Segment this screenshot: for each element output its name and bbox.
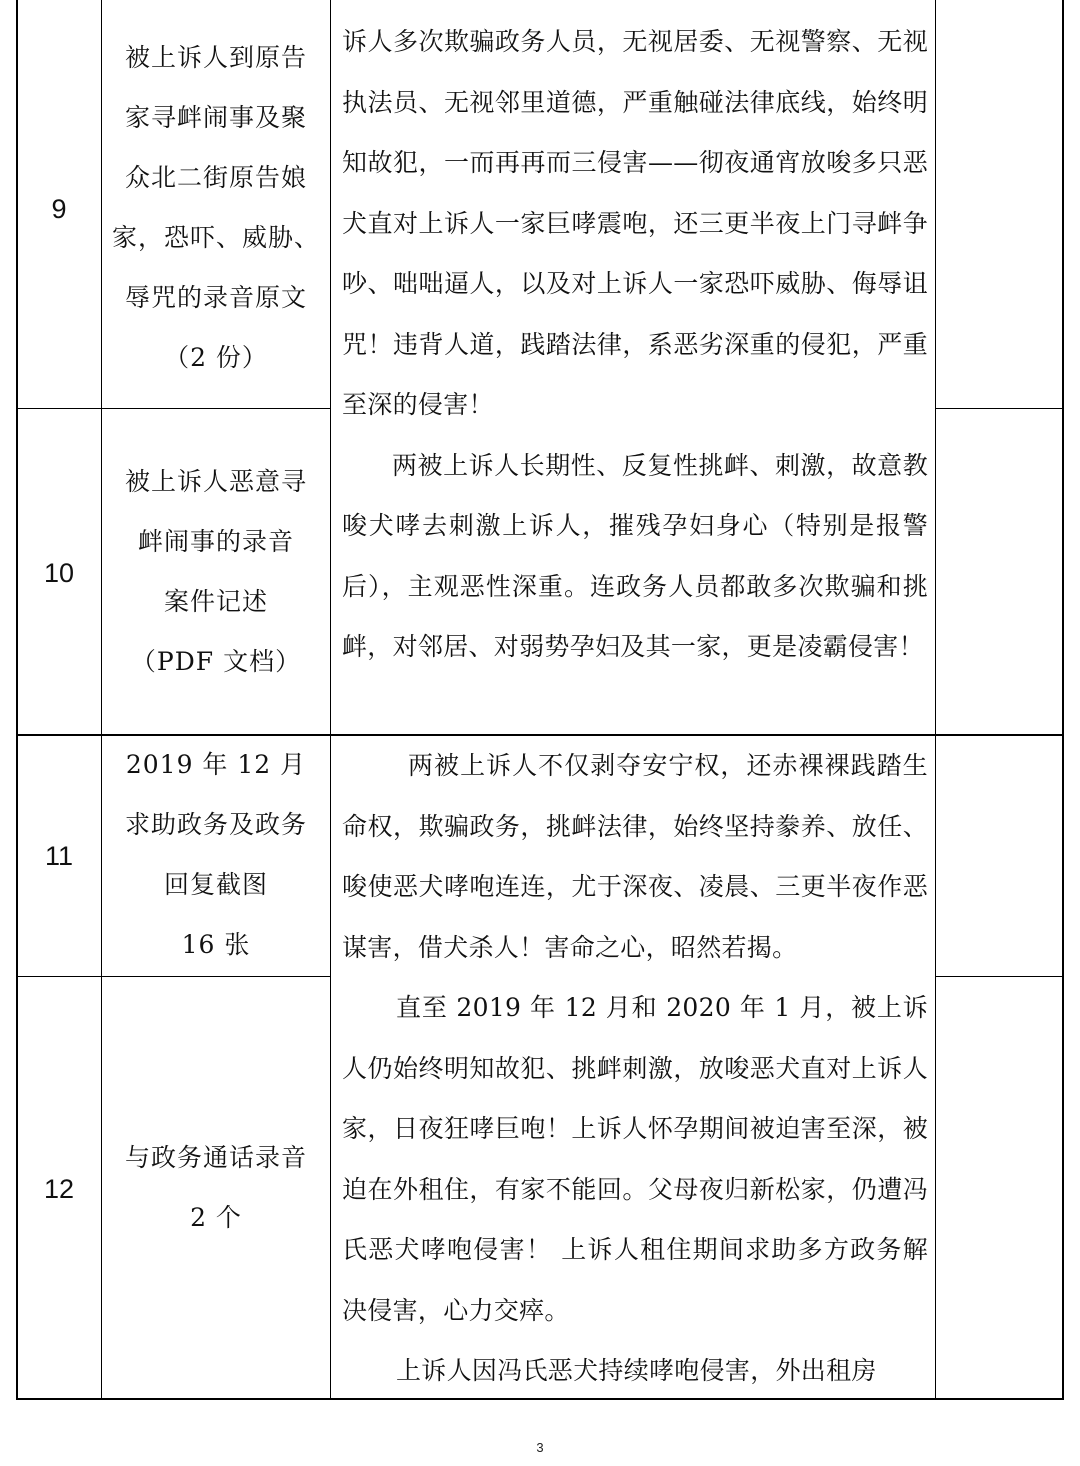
table-border-col3 [935, 0, 936, 1400]
description-line: 2019 年 12 月 [125, 750, 307, 779]
remarks-paragraph: 诉人多次欺骗政务人员，无视居委、无视警察、无视执法员、无视邻里道德，严重触碰法律底线，始终明知故犯，一而再再而三侵害——彻夜通宵放唆多只恶犬直对上诉人一家巨哮震咆，还三更半夜上门寻衅争吵、咄咄逼人，以及对上诉人一家恐吓威胁、侮辱诅咒！违背人道，践踏法律，系恶劣深重的侵犯，严重至深的侵害！ [342, 27, 928, 419]
row-number: 12 [43, 1174, 75, 1204]
description-line: 回复截图 [163, 870, 268, 899]
description-line: 被上诉人到原告 [124, 43, 307, 72]
row-number: 10 [43, 558, 75, 588]
remarks-paragraph: 上诉人因冯氏恶犬持续哮咆侵害，外出租房 [396, 1356, 877, 1385]
remarks-paragraph: 直至 2019 年 12 月和 2020 年 1 月，被上诉人仍始终明知故犯、挑衅刺激，放唆恶犬直对上诉人家，日夜狂哮巨咆！上诉人怀孕期间被迫害至深，被迫在外租住，有家不能回。父母夜归新松家，仍遭冯氏恶犬哮咆侵害！ 上诉人租住期间求助多方政务解决侵害，心力交瘁。 [342, 993, 928, 1325]
row-divider-9-10 [16, 408, 331, 409]
row-divider-9-10-right [935, 408, 1063, 409]
row-divider-11-12 [16, 976, 331, 977]
description-line: 与政务通话录音 [124, 1143, 307, 1172]
description-line: 被上诉人恶意寻 [124, 467, 307, 496]
row-number: 9 [51, 194, 67, 224]
description-line: 辱咒的录音原文 [124, 283, 307, 312]
remarks-paragraph: 两被上诉人长期性、反复性挑衅、刺激，故意教唆犬哮去刺激上诉人，摧残孕妇身心（特别是报警后），主观恶性深重。连政务人员都敢多次欺骗和挑衅，对邻居、对弱势孕妇及其一家，更是凌霸侵害！ [342, 450, 928, 661]
description-line: 16 张 [181, 930, 251, 959]
evidence-description [102, 28, 330, 388]
evidence-description [102, 1128, 330, 1248]
table-border-col2 [330, 0, 331, 1400]
description-line: （2 份） [164, 343, 268, 372]
remarks-block [342, 12, 928, 678]
remarks-paragraph: 两被上诉人不仅剥夺安宁权，还赤裸裸践踏生命权，欺骗政务，挑衅法律，始终坚持豢养、放任、唆使恶犬哮咆连连，尤于深夜、凌晨、三更半夜作恶谋害，借犬杀人！害命之心，昭然若揭。 [342, 751, 928, 962]
description-line: 求助政务及政务 [124, 810, 307, 839]
table-border-right [1062, 0, 1064, 1400]
page-number: 3 [536, 1440, 544, 1455]
row-number: 11 [44, 841, 74, 871]
description-line: 家，恐吓、威胁、 [111, 223, 320, 252]
evidence-description [102, 452, 330, 692]
description-line: 衅闹事的录音 [137, 527, 294, 556]
description-line: 家寻衅闹事及聚 [124, 103, 307, 132]
remarks-block [342, 736, 928, 1402]
description-line: 案件记述 [163, 587, 268, 616]
row-divider-11-12-right [935, 976, 1063, 977]
description-line: 众北二街原告娘 [124, 163, 307, 192]
description-line: （PDF 文档） [130, 647, 302, 676]
evidence-description [102, 735, 330, 975]
description-line: 2 个 [190, 1203, 242, 1232]
